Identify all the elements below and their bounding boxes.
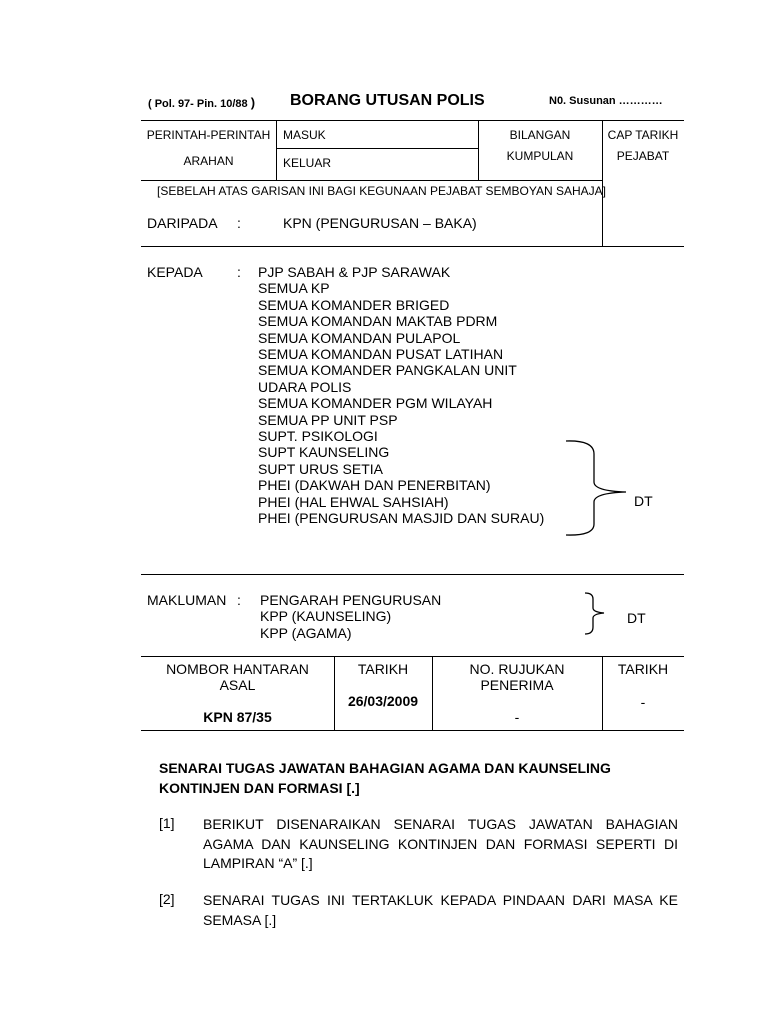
cell-arahan: ARAHAN (183, 154, 234, 168)
form-reference-paren: ) (250, 95, 256, 110)
list-item: SUPT KAUNSELING (258, 444, 390, 461)
paragraph-2-line-1: SENARAI TUGAS INI TERTAKLUK KEPADA PINDAAN DARI MASA KE (203, 892, 678, 908)
list-item: SEMUA KOMANDER PGM WILAYAH (258, 395, 493, 412)
list-item: SEMUA KOMANDAN PUSAT LATIHAN (258, 346, 504, 363)
kepada-recipient-list (258, 264, 544, 527)
paragraph-1-line-2: AGAMA DAN KAUNSELING KONTINJEN DAN FORMASI SEPERTI DI (203, 835, 678, 852)
tarikh-2-value: - (640, 694, 646, 710)
table-col-line-1 (276, 120, 277, 180)
list-item: SUPT. PSIKOLOGI (258, 428, 378, 445)
paragraph-2 (203, 891, 678, 930)
daripada-label: DARIPADA (147, 215, 218, 231)
cell-cap-tarikh: CAP TARIKH (607, 128, 679, 142)
makluman-colon: : (237, 592, 241, 608)
cell-keluar: KELUAR (283, 156, 332, 170)
makluman-brace (580, 591, 610, 637)
form-reference (148, 95, 255, 110)
kepada-brace (560, 438, 640, 540)
list-item: SEMUA KOMANDER PANGKALAN UNIT (258, 362, 517, 379)
list-item: SEMUA KOMANDAN MAKTAB PDRM (258, 313, 498, 330)
kepada-label: KEPADA (147, 264, 203, 280)
list-item: PHEI (DAKWAH DAN PENERBITAN) (258, 477, 491, 494)
kepada-dt-note: DT (634, 493, 653, 509)
subject-heading-line-1: SENARAI TUGAS JAWATAN BAHAGIAN AGAMA DAN KAUNSELING (159, 760, 611, 776)
makluman-dt-note: DT (627, 610, 646, 626)
makluman-recipient-list (260, 592, 441, 641)
section-divider (141, 574, 684, 575)
makluman-label: MAKLUMAN (147, 592, 227, 608)
tarikh-value: 26/03/2009 (347, 693, 419, 709)
col-no-rujukan: NO. RUJUKAN (469, 661, 565, 677)
col-tarikh-2: TARIKH (617, 661, 669, 677)
daripada-value: KPN (PENGURUSAN – BAKA) (283, 215, 477, 231)
paragraph-2-line-2: SEMASA [.] (203, 911, 277, 928)
form-title: BORANG UTUSAN POLIS (290, 92, 485, 109)
table-divider-masuk (276, 148, 478, 149)
table-border-bottom (141, 730, 684, 731)
kepada-colon: : (237, 264, 241, 280)
list-item: PENGARAH PENGURUSAN (260, 592, 442, 608)
col-tarikh: TARIKH (357, 661, 409, 677)
list-item: SEMUA PP UNIT PSP (258, 411, 398, 428)
rujukan-value: - (514, 709, 520, 725)
daripada-colon: : (237, 215, 241, 231)
list-item: SEMUA KOMANDAN PULAPOL (258, 329, 461, 346)
col-nombor-hantaran: NOMBOR HANTARAN (166, 661, 309, 677)
col-nombor-hantaran-asal: ASAL (219, 677, 256, 693)
cell-masuk: MASUK (283, 128, 326, 142)
subject-heading (159, 758, 611, 798)
paragraph-1 (203, 815, 678, 874)
office-use-note: [SEBELAH ATAS GARISAN INI BAGI KEGUNAAN PEJABAT SEMBOYAN SAHAJA] (157, 184, 607, 198)
cell-pejabat: PEJABAT (616, 149, 670, 163)
paragraph-1-line-3: LAMPIRAN “A” [.] (203, 855, 313, 871)
serial-number: N0. Susunan ………… (549, 95, 663, 107)
list-item: PHEI (HAL EHWAL SAHSIAH) (258, 493, 449, 510)
nombor-hantaran-value: KPN 87/35 (203, 709, 272, 725)
list-item: SUPT URUS SETIA (258, 460, 383, 477)
paragraph-1-line-1: BERIKUT DISENARAIKAN SENARAI TUGAS JAWATAN BAHAGIAN (203, 816, 678, 832)
list-item: KPP (KAUNSELING) (260, 608, 392, 625)
list-item: SEMUA KOMANDER BRIGED (258, 296, 450, 313)
subject-heading-line-2: KONTINJEN DAN FORMASI [.] (159, 780, 360, 796)
paragraph-2-number: [2] (159, 891, 175, 907)
list-item: SEMUA KP (258, 280, 330, 297)
list-item: UDARA POLIS (258, 378, 352, 395)
list-item: PHEI (PENGURUSAN MASJID DAN SURAU) (258, 510, 545, 527)
col-penerima: PENERIMA (480, 677, 554, 693)
form-reference-text: ( Pol. 97- Pin. 10/88 (148, 98, 251, 110)
cell-perintah: PERINTAH-PERINTAH (146, 128, 271, 142)
table-border-bottom (141, 246, 684, 247)
table-divider-office (141, 180, 603, 181)
cell-bilangan: BILANGAN (509, 128, 571, 142)
cell-kumpulan: KUMPULAN (506, 149, 574, 163)
list-item: PJP SABAH & PJP SARAWAK (258, 264, 451, 280)
list-item: KPP (AGAMA) (260, 624, 352, 641)
paragraph-1-number: [1] (159, 815, 175, 831)
